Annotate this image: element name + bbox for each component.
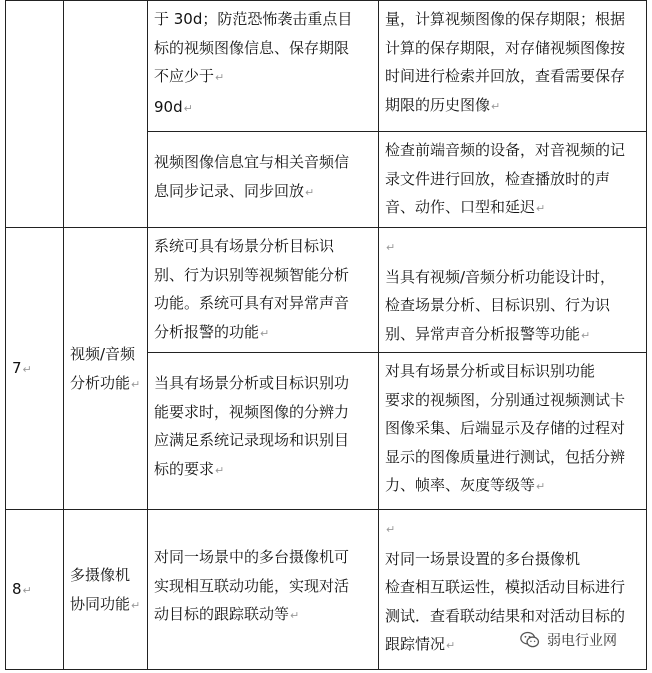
paragraph-mark: ↵ <box>305 185 315 199</box>
check-line: 检查相互联运性，模拟活动目标进行 <box>385 578 626 596</box>
function-line: 多摄像机 <box>70 566 131 584</box>
check-method-cell <box>379 132 647 228</box>
check-line <box>385 232 640 263</box>
function-cell <box>64 228 148 510</box>
requirement-cell <box>148 132 379 228</box>
requirement-line: 不应少于↵ <box>154 67 225 85</box>
check-line: 别、异常声音分析报警等功能↵ <box>385 324 591 343</box>
paragraph-mark: ↵ <box>215 463 225 477</box>
check-method-cell <box>379 1 647 132</box>
check-line: 计算的保存期限，对存储视频图像按 <box>385 38 626 57</box>
check-line: 时间进行检索并回放，查看需要保存 <box>385 67 626 85</box>
requirement-cell <box>148 510 379 670</box>
check-method-cell <box>379 353 647 510</box>
paragraph-mark: ↵ <box>491 99 501 113</box>
requirement-line: 于 30d；防范恐怖袭击重点目 <box>154 10 353 28</box>
requirement-cell <box>148 353 379 510</box>
paragraph-mark: ↵ <box>183 101 193 115</box>
table-row <box>6 228 647 353</box>
check-line: 对同一场景设置的多台摄像机 <box>385 549 581 568</box>
requirement-line: 系统可具有场景分析目标识 <box>154 237 335 255</box>
check-method-cell <box>379 228 647 353</box>
paragraph-mark: ↵ <box>386 241 396 254</box>
requirement-line: 标的要求↵ <box>154 459 225 478</box>
item-number-cell: 7↵ <box>6 228 64 510</box>
watermark <box>515 628 621 652</box>
requirement-line: 视频图像信息宜与相关音频信 <box>154 153 350 171</box>
check-line: 图像采集、后端显示及存储的过程对 <box>385 419 626 437</box>
check-line: 期限的历史图像↵ <box>385 95 501 114</box>
function-line: 分析功能↵ <box>70 373 141 392</box>
function-cell <box>64 510 148 670</box>
function-line: 协同功能↵ <box>70 594 141 613</box>
paragraph-mark: ↵ <box>581 328 591 342</box>
paragraph-mark: ↵ <box>536 480 546 493</box>
item-number-cell <box>6 1 64 228</box>
check-line: 力、帧率、灰度等级等↵ <box>385 476 546 494</box>
check-line: 音、动作、口型和延迟↵ <box>385 198 546 216</box>
requirement-line: 实现相互联动功能，实现对活 <box>154 576 350 595</box>
requirement-line: 对同一场景中的多台摄像机可 <box>154 548 350 566</box>
paragraph-mark: ↵ <box>386 523 396 536</box>
item-number-cell: 8↵ <box>6 510 64 670</box>
requirement-line: 标的视频图像信息、保存期限 <box>154 38 350 57</box>
requirement-line: 90d↵ <box>154 97 193 116</box>
watermark-text: 弱电行业网 <box>547 633 617 649</box>
check-line: 检查前端音频的设备，对音视频的记 <box>385 141 626 159</box>
check-line: 量，计算视频图像的保存期限；根据 <box>385 10 626 28</box>
check-line: 显示的图像质量进行测试，包括分辨 <box>385 447 626 466</box>
requirement-line: 分析报警的功能↵ <box>154 322 270 341</box>
requirement-line: 能要求时，视频图像的分辨力 <box>154 402 350 421</box>
function-cell <box>64 1 148 228</box>
paragraph-mark: ↵ <box>536 202 546 215</box>
check-line: 检查场景分析、目标识别、行为识 <box>385 296 611 314</box>
requirement-line: 息同步记录、同步回放↵ <box>154 181 315 200</box>
requirement-line: 别、行为识别等视频智能分析 <box>154 265 350 284</box>
paragraph-mark: ↵ <box>22 584 32 598</box>
requirement-line: 当具有场景分析或目标识别功 <box>154 374 350 392</box>
paragraph-mark: ↵ <box>131 598 141 612</box>
check-line: 对具有场景分析或目标识别功能 <box>385 362 596 380</box>
check-line <box>385 514 640 545</box>
check-line: 录文件进行回放，检查播放时的声 <box>385 169 611 188</box>
check-line: 当具有视频/音频分析功能设计时， <box>385 267 616 286</box>
requirement-cell <box>148 228 379 353</box>
requirement-line: 动目标的跟踪联动等↵ <box>154 605 300 623</box>
table-row <box>6 1 647 132</box>
paragraph-mark: ↵ <box>215 71 225 84</box>
wechat-logo-icon <box>519 629 541 651</box>
requirement-line: 功能。系统可具有对异常声音 <box>154 294 350 312</box>
spec-table <box>5 0 647 670</box>
paragraph-mark: ↵ <box>22 363 32 377</box>
requirement-cell <box>148 1 379 132</box>
paragraph-mark: ↵ <box>446 639 456 652</box>
check-line: 跟踪情况↵ <box>385 635 456 653</box>
function-line: 视频/音频 <box>70 345 136 363</box>
paragraph-mark: ↵ <box>260 326 270 340</box>
paragraph-mark: ↵ <box>290 609 300 622</box>
requirement-line: 应满足系统记录现场和识别目 <box>154 431 350 449</box>
check-line: 测试．查看联动结果和对活动目标的 <box>385 606 626 625</box>
check-line: 要求的视频图，分别通过视频测试卡 <box>385 390 626 409</box>
paragraph-mark: ↵ <box>131 377 141 391</box>
